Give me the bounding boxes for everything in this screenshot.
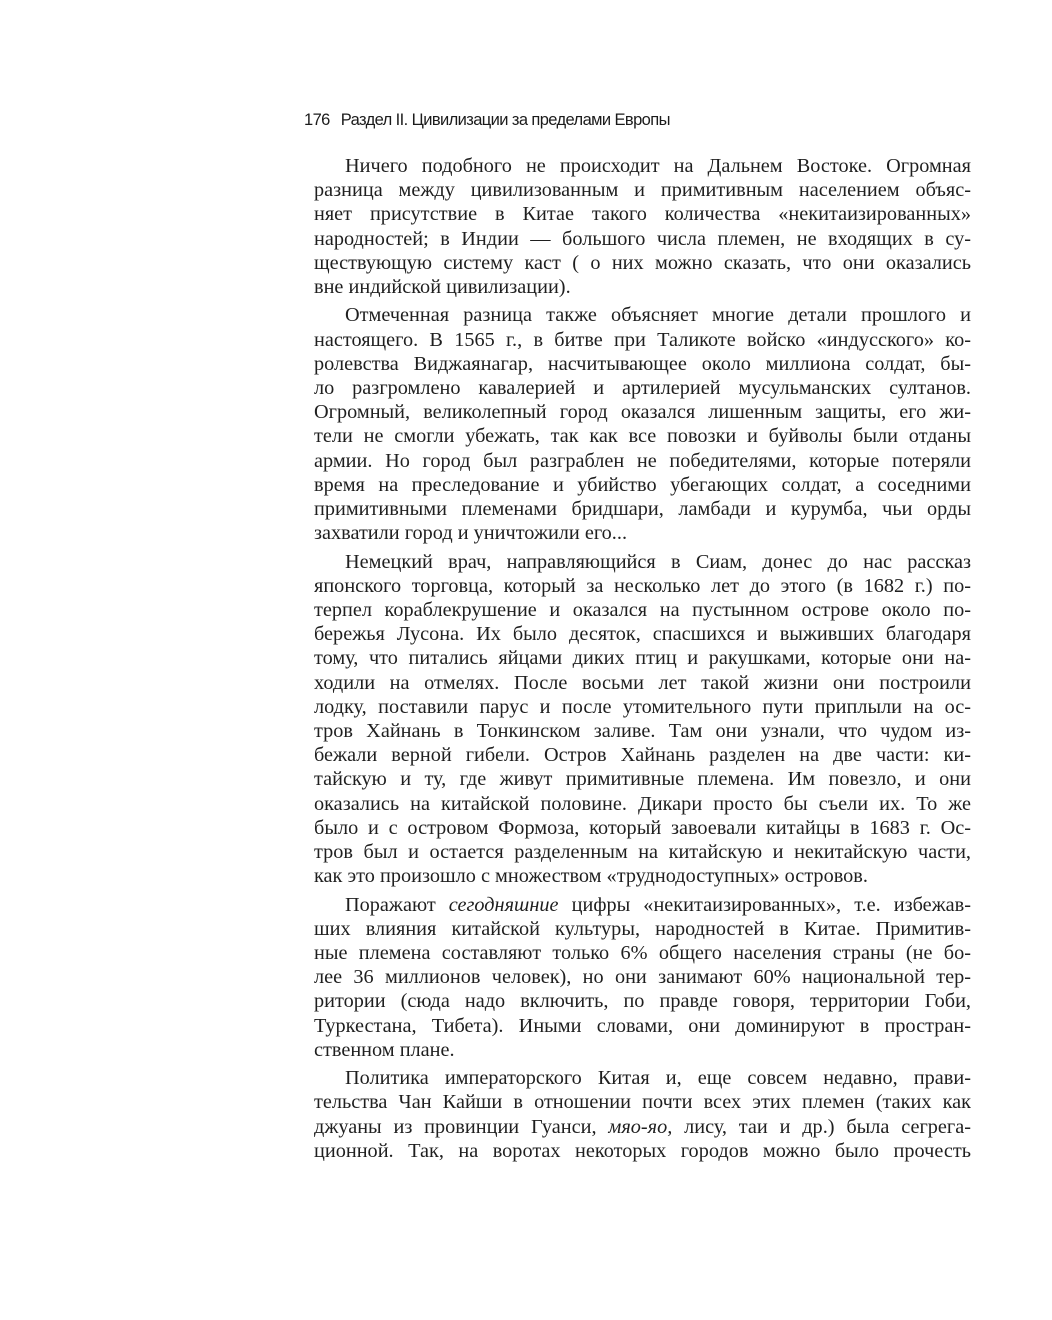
text-line: армии. Но город был разграблен не победителями, которые потеряли (314, 449, 971, 472)
body-text (314, 154, 971, 1167)
text-line: джуаны из провинции Гуанси, мяо-яо, лису, таи и др.) была сегрега- (314, 1115, 971, 1138)
text-line: захватили город и уничтожили его... (314, 522, 628, 545)
text-line: лодку, поставили парус и после утомительного пути приплыли на ос- (314, 695, 971, 718)
text-line: ших влияния китайской культуры, народностей в Китае. Примитив- (314, 917, 971, 940)
text-line: тельства Чан Кайши в отношении почти всех этих племен (таких как (314, 1091, 971, 1114)
text-line: тому, что питались яйцами диких птиц и ракушками, которые они на- (314, 647, 971, 670)
text-line: ритории (сюда надо включить, по правде говоря, территории Гоби, (314, 990, 971, 1013)
text-line: Ничего подобного не происходит на Дальнем Востоке. Огромная (345, 155, 971, 177)
paragraph (314, 1066, 971, 1163)
text-line: бежали верной гибели. Остров Хайнань разделен на две части: ки- (314, 744, 971, 767)
text-line: как это произошло с множеством «труднодоступных» островов. (314, 865, 868, 888)
text-line: Политика императорского Китая и, еще совсем недавно, прави- (345, 1067, 971, 1090)
text-line: Отмеченная разница также объясняет многие детали прошлого и (345, 304, 971, 327)
text-line: было и с островом Формоза, который завоевали китайцы в 1683 г. Ос- (314, 816, 971, 839)
text-line: настоящего. В 1565 г., в битве при Таликоте войско «индусского» ко- (314, 328, 971, 351)
text-line: терпел кораблекрушение и оказался на пустынном острове около по- (314, 598, 971, 621)
text-line: ные племена составляют только 6% общего населения страны (не бо- (314, 942, 971, 964)
text-line: разница между цивилизованным и примитивным населением объяс- (314, 179, 971, 202)
text-line: японского торговца, который за несколько лет до этого (в 1682 г.) по- (314, 574, 971, 597)
running-title: Раздел II. Цивилизации за пределами Европы (340, 111, 670, 129)
text-line: вне индийской цивилизации). (314, 276, 571, 299)
text-line: Туркестана, Тибета). Иными словами, они доминируют в простран- (314, 1014, 971, 1037)
paragraph (314, 154, 971, 299)
text-line: время на преследование и убийство убегающих солдат, а соседними (314, 473, 971, 496)
text-line: тели не смогли убежать, так как все повозки и буйволы были отданы (314, 425, 971, 448)
page-number: 176 (304, 111, 330, 129)
text-line: ходили на отмелях. После восьми лет такой жизни они построили (314, 671, 971, 694)
text-line: Немецкий врач, направляющийся в Сиам, донес до нас рассказ (345, 550, 971, 573)
paragraph (314, 893, 971, 1063)
text-line: ционной. Так, на воротах некоторых городов можно было прочесть (314, 1139, 971, 1162)
text-line: оказались на китайской половине. Дикари просто бы съели их. То же (314, 792, 971, 815)
text-line: ло разгромлено кавалерией и артилерией мусульманских султанов. (314, 376, 971, 399)
text-line: ственном плане. (314, 1038, 455, 1061)
text-line: ществующую систему каст ( о них можно сказать, что они оказались (314, 251, 971, 274)
text-line: бережья Лусона. Их было десяток, спасшихся и выживших благодаря (314, 623, 971, 646)
italic-text: мяо-яо, (608, 1115, 673, 1138)
paragraph (314, 303, 971, 545)
text-line: примитивными племенами бридшари, ламбади и курумба, чьи орды (314, 498, 971, 521)
text-line: ролевства Виджаянагар, насчитывающее около миллиона солдат, бы- (314, 352, 971, 375)
paragraph (314, 550, 971, 889)
text-line: тров Хайнань в Тонкинском заливе. Там они узнали, что чудом из- (314, 720, 971, 743)
text-line: лее 36 миллионов человек), но они занимают 60% национальной тер- (314, 966, 971, 989)
text-line: няет присутствие в Китае такого количества «некитаизированных» (314, 203, 971, 226)
running-head (304, 111, 724, 137)
text-line: народностей; в Индии — большого числа племен, не входящих в су- (314, 227, 971, 250)
text-line: Поражают сегодняшние цифры «некитаизированных», т.е. избежав- (345, 893, 972, 916)
text-line: тров был и остается разделенным на китайскую и некитайскую части, (314, 841, 971, 864)
text-line: Огромный, великолепный город оказался лишенным защиты, его жи- (314, 401, 971, 424)
text-line: тайскую и ту, где живут примитивные племена. Им повезло, и они (314, 768, 971, 791)
italic-text: сегодняшние (448, 893, 559, 916)
